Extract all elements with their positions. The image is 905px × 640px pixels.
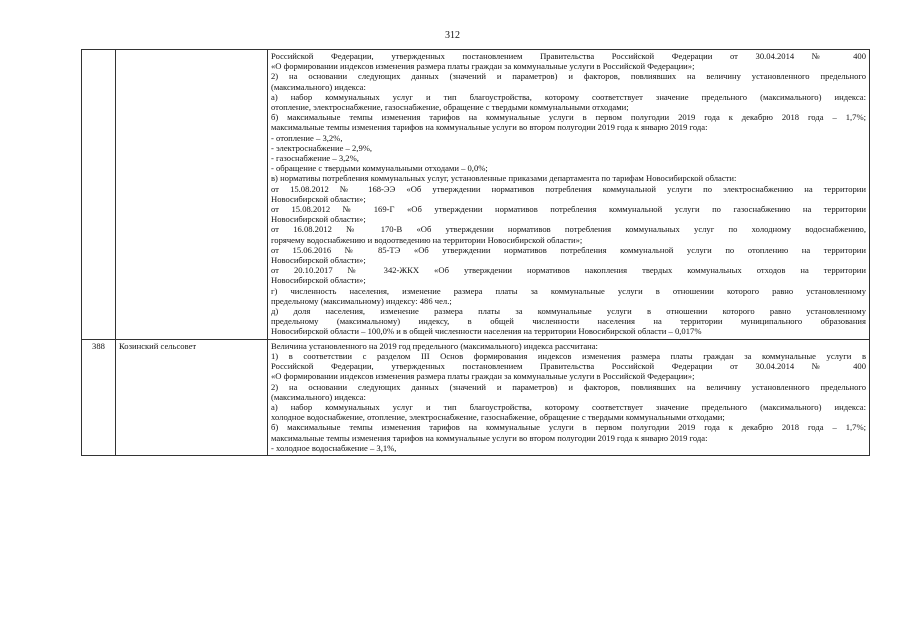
text-line: Новосибирской области»; [271,193,366,204]
text-line: максимальные темпы изменения тарифов на коммунальные услуги во втором полугодии 2019 года к январю 2019 года: [271,432,708,443]
table-row [82,50,870,340]
text-line: - холодное водоснабжение – 3,1%, [271,442,397,453]
text-line: от 15.08.2012 № 169-Г «Об утверждении нормативов потребления коммунальной услуги по газоснабжению на территории [271,204,866,215]
text-line: Новосибирской области»; [271,255,366,266]
text-line: «О формировании индексов изменения размера платы граждан за коммунальные услуги в Российской Федерации»; [271,61,695,72]
text-line: 1) в соответствии с разделом III Основ формирования индексов изменения размера платы граждан за коммунальные услуги в [271,350,866,361]
text-line: Российской Федерации, утвержденных постановлением Правительства Российской Федерации от 30.04.2014 № 400 [271,361,866,372]
description-cell [268,50,870,340]
text-line: предельному (максимальному) индексу, в общей численности населения на территории муниципального образования [271,316,866,327]
text-line: в) нормативы потребления коммунальных услуг, установленные приказами департамента по тарифам Новосибирской области: [271,173,737,184]
municipality-name-cell [116,50,268,340]
text-line: от 16.08.2012 № 170-В «Об утверждении нормативов потребления коммунальных услуг по холодному водоснабжению, [271,224,866,235]
text-line: «О формировании индексов изменения размера платы граждан за коммунальные услуги в Российской Федерации»; [271,371,695,382]
text-line: б) максимальные темпы изменения тарифов на коммунальные услуги в первом полугодии 2019 года к декабрю 2018 года – 1,7%; [271,422,866,433]
text-line: холодное водоснабжение, отопление, электроснабжение, газоснабжение, обращение с твердыми коммунальными отходами; [271,412,725,423]
text-line: - отопление – 3,2%, [271,132,343,143]
text-line: а) набор коммунальных услуг и тип благоустройства, которому соответствует значение предельного (максимального) индекса: [271,401,866,412]
tariff-index-table [81,49,870,456]
text-line: от 15.08.2012 № 168-ЭЭ «Об утверждении нормативов потребления коммунальной услуги по электроснабжению на территории [271,183,866,194]
row-number-cell [82,50,116,340]
text-line: Новосибирской области – 100,0% и в общей численности населения на территории Новосибирской области – 0,017% [271,326,702,337]
text-line: от 15.06.2016 № 85-ТЭ «Об утверждении нормативов потребления коммунальной услуги по отоплению на территории [271,244,866,255]
text-line: максимальные темпы изменения тарифов на коммунальные услуги во втором полугодии 2019 года к январю 2019 года: [271,122,708,133]
text-line: отопление, электроснабжение, газоснабжение, обращение с твердыми коммунальными отходами; [271,102,629,113]
text-line: (максимального) индекса: [271,391,366,402]
text-line: Российской Федерации, утвержденных постановлением Правительства Российской Федерации от 30.04.2014 № 400 [271,51,866,61]
text-line: б) максимальные темпы изменения тарифов на коммунальные услуги в первом полугодии 2019 года к декабрю 2018 года – 1,7%; [271,112,866,123]
text-line: а) набор коммунальных услуг и тип благоустройства, которому соответствует значение предельного (максимального) индекса: [271,91,866,102]
text-line: (максимального) индекса: [271,81,366,92]
text-line: - газоснабжение – 3,2%, [271,153,359,164]
text-line: - обращение с твердыми коммунальными отходами – 0,0%; [271,163,488,174]
text-line: Новосибирской области»; [271,214,366,225]
text-line: Новосибирской области»; [271,275,366,286]
text-line: предельному (максимальному) индексу: 486 чел.; [271,295,452,306]
text-line: 2) на основании следующих данных (значений и параметров) и факторов, повлиявших на величину установленного предельного [271,71,866,82]
table-row [82,339,870,455]
text-line: д) доля населения, изменение размера платы за коммунальные услуги в отношении которого равно установленному [271,306,866,317]
text-line: от 20.10.2017 № 342-ЖКХ «Об утверждении нормативов накопления твердых коммунальных отходов на территории [271,265,866,276]
row-number-cell: 388 [82,339,116,455]
text-line: 2) на основании следующих данных (значений и параметров) и факторов, повлиявших на величину установленного предельного [271,381,866,392]
text-line: Величина установленного на 2019 год предельного (максимального) индекса рассчитана: [271,340,598,351]
description-cell [268,339,870,455]
municipality-name-cell: Козинский сельсовет [116,339,268,455]
page-number: 312 [445,30,460,41]
text-line: - электроснабжение – 2,9%, [271,142,373,153]
text-line: г) численность населения, изменение размера платы за коммунальные услуги в отношении которого равно установленному [271,285,866,296]
text-line: горячему водоснабжению и водоотведению на территории Новосибирской области»; [271,234,583,245]
